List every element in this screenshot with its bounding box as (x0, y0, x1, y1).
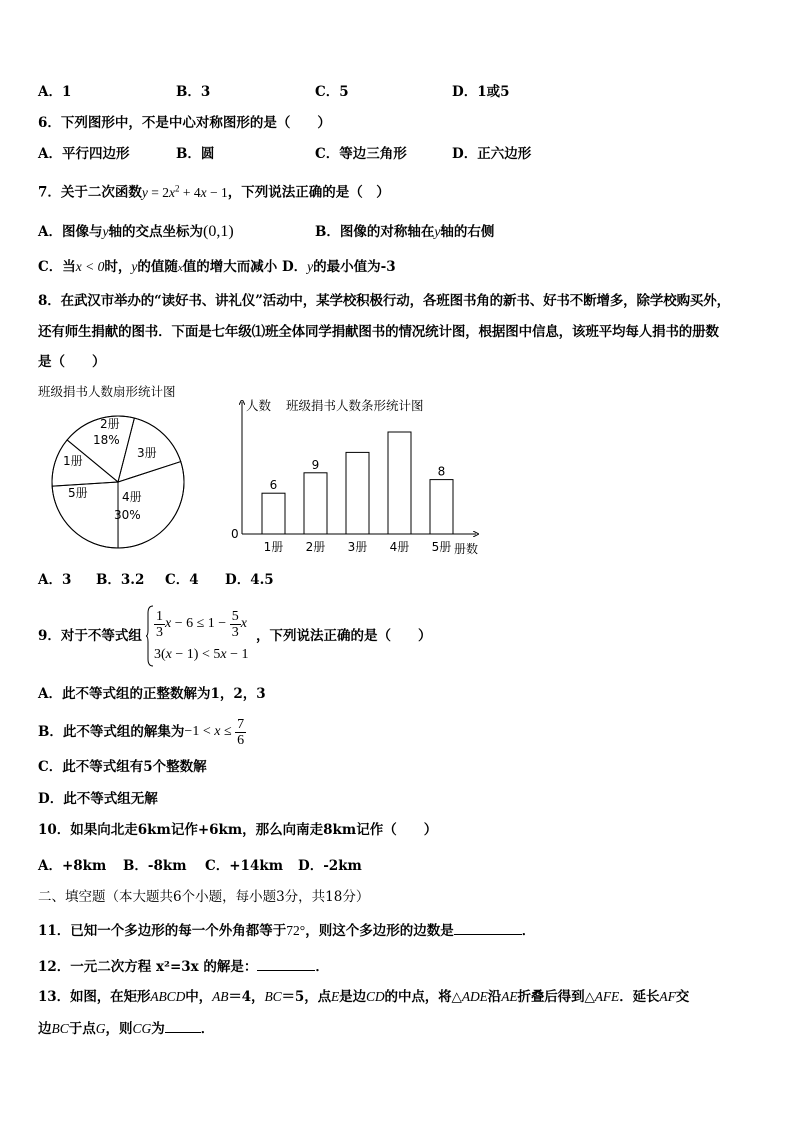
q5-option-d: D．1或5 (452, 84, 510, 100)
q7-option-c-text: C．当 (38, 259, 76, 275)
q13-text-n: 为 (151, 1021, 165, 1037)
q7-option-b-suffix: 轴的右侧 (440, 224, 495, 240)
bar-chart-title: 班级捐书人数条形统计图 (286, 398, 424, 413)
q13-var-afe: △AFE (584, 989, 620, 1004)
pie-label-1: 1册 (63, 454, 83, 468)
pie-chart-title: 班级捐书人数扇形统计图 (38, 384, 176, 399)
q7-option-d-suffix: 的最小值为-3 (313, 259, 396, 275)
q7-option-a-text: A．图像与 (38, 224, 103, 240)
q13-text-m: ，则 (105, 1021, 133, 1037)
q13-line-2 (38, 1018, 214, 1039)
bar-category-label-1: 1册 (263, 540, 284, 554)
q9-inequality-2: 3(x − 1) < 5x − 1 (154, 647, 249, 662)
q13-text-k: 边 (38, 1021, 52, 1037)
q13-text-j: 交 (675, 989, 690, 1005)
bar-3 (346, 452, 369, 534)
q10-option-b: B．-8km (123, 858, 187, 874)
q12-prefix: 12．一元二次方程 x²=3x 的解是： (38, 959, 258, 975)
q13-var-bc-2: BC (51, 1021, 69, 1036)
bar-category-label-3: 3册 (347, 540, 368, 554)
q8-option-a: A．3 (38, 572, 72, 588)
q11-prefix: 11．已知一个多边形的每一个外角都等于 (38, 923, 287, 939)
q7-var-y-b: y (434, 224, 441, 239)
q9-brace (146, 605, 154, 667)
q9-inequality-system (146, 605, 266, 667)
q5-option-a: A．1 (38, 84, 72, 100)
q13-var-abcd: ABCD (150, 989, 186, 1004)
q13-text-g: 沿 (487, 989, 502, 1005)
q13-text-c: ＝4， (228, 989, 265, 1005)
q13-text-f: 的中点，将 (384, 989, 452, 1005)
q13-var-ab: AB (212, 989, 229, 1004)
q13-var-cg: CG (132, 1021, 152, 1036)
q7-option-a (38, 222, 234, 242)
q11-answer-blank[interactable] (454, 920, 522, 935)
q5-option-c: C．5 (315, 84, 349, 100)
q9-inequality-1: $\frac{1}{3}$ x − 6 ≤ 1 − $\frac{5}{3}$ x (156, 608, 247, 640)
q7-option-b (315, 222, 494, 242)
q8-option-d: D．4.5 (225, 572, 274, 588)
q7-stem-suffix: ，下列说法正确的是（ ） (227, 184, 390, 201)
bar-1 (262, 493, 285, 534)
q9-option-b (38, 712, 246, 752)
q7-var-y-d: y (307, 259, 314, 274)
q9-fraction: $\frac{7}{6}$ (237, 716, 245, 748)
q10-option-d: D．-2km (298, 858, 362, 874)
q9-prefix: 9．对于不等式组 (38, 628, 142, 644)
q6-option-c: C．等边三角形 (315, 146, 407, 162)
q13-var-g: G (95, 1021, 106, 1036)
q13-text-l: 于点 (68, 1021, 96, 1037)
q6-option-a: A．平行四边形 (38, 146, 130, 162)
bar-data-label-2: 9 (311, 457, 320, 472)
q11-stem (38, 920, 535, 941)
bar-2 (304, 473, 327, 534)
bar-data-label-5: 8 (437, 464, 446, 479)
q13-var-cd: CD (365, 989, 385, 1004)
q8-line-1: 8．在武汉市举办的“读好书、讲礼仪”活动中，某学校积极行动，各班图书角的新书、好书不断增多，除学校购买外， (38, 293, 730, 309)
bar-category-label-5: 5册 (431, 540, 452, 554)
q13-line-1 (38, 987, 689, 1007)
q7-option-b-text: B．图像的对称轴在 (315, 224, 435, 240)
q7-option-c-mid1: 时， (104, 259, 132, 275)
q7-option-c-mid3: 值的增大而减小 (182, 259, 278, 275)
q7-condition: x < 0 (75, 259, 105, 274)
pie-chart (38, 402, 198, 562)
q13-var-ade: △ADE (451, 989, 488, 1004)
pie-label-2: 2册 (100, 417, 120, 431)
q9-solution-set: −1 < x ≤ (184, 724, 236, 739)
q9-option-d: D．此不等式组无解 (38, 791, 158, 807)
q11-angle: 72° (286, 923, 306, 938)
pie-label-5: 5册 (68, 486, 88, 500)
q9-suffix: ，下列说法正确的是（ ） (256, 628, 432, 644)
q13-text-b: 中， (185, 989, 213, 1005)
bar-data-label-1: 6 (269, 478, 278, 493)
q10-option-a: A．+8km (38, 858, 107, 874)
q7-var-y-c: y (131, 259, 138, 274)
bar-category-label-2: 2册 (305, 540, 326, 554)
q6-option-d: D．正六边形 (452, 146, 532, 162)
pie-label-2-pct: 18% (93, 433, 120, 447)
q7-stem (38, 178, 390, 203)
q13-var-af: AF (659, 989, 676, 1004)
pie-label-4-pct: 30% (114, 508, 141, 522)
q6-option-b: B．圆 (176, 146, 215, 162)
q7-var-y: y (102, 224, 109, 239)
q7-option-a-mid: 轴的交点坐标为 (108, 224, 203, 240)
bar-chart-xlabel: 册数 (454, 542, 479, 556)
q8-line-3: 是（ ） (38, 354, 106, 370)
q7-option-cd (38, 257, 396, 278)
q7-option-c-mid2: 的值随 (137, 259, 178, 275)
q12-answer-blank[interactable] (257, 956, 315, 971)
q11-suffix: ，则这个多边形的边数是 (305, 923, 454, 939)
q13-text-a: 13．如图，在矩形 (38, 989, 151, 1005)
q7-function-formula: $y = 2x^2 + 4x - 1$ (141, 183, 228, 200)
q11-period: ． (521, 923, 536, 939)
q13-text-e: 是边 (339, 989, 366, 1005)
bar-origin-label: 0 (231, 527, 239, 541)
pie-label-4: 4册 (122, 490, 142, 504)
q9-option-b-text: B．此不等式组的解集为 (38, 724, 185, 740)
q13-var-ae: AE (501, 989, 518, 1004)
pie-label-3: 3册 (137, 446, 157, 460)
bar-chart-ylabel: 人数 (246, 398, 272, 413)
q13-period: ． (200, 1021, 215, 1037)
section-2-heading: 二、填空题（本大题共6个小题，每小题3分，共18分） (38, 889, 370, 905)
q10-stem: 10．如果向北走6km记作+6km，那么向南走8km记作（ ） (38, 822, 438, 838)
bar-4 (388, 432, 411, 534)
bar-category-label-4: 4册 (389, 540, 410, 554)
q13-answer-blank[interactable] (165, 1018, 201, 1033)
q9-option-c: C．此不等式组有5个整数解 (38, 759, 207, 775)
q8-option-b: B．3.2 (96, 572, 145, 588)
q7-stem-prefix: 7．关于二次函数 (38, 184, 142, 201)
bar-5 (430, 480, 453, 534)
q6-stem: 6．下列图形中，不是中心对称图形的是（ ） (38, 115, 331, 131)
q7-point: (0,1) (202, 223, 234, 240)
q7-option-d-text: D． (281, 259, 308, 275)
q5-option-b: B．3 (176, 84, 211, 100)
q10-option-c: C．+14km (205, 858, 283, 874)
bar-chart (228, 400, 498, 560)
q13-var-bc: BC (264, 989, 282, 1004)
q13-var-e: E (331, 989, 340, 1004)
q9-option-a: A．此不等式组的正整数解为1，2，3 (38, 686, 266, 702)
q13-text-h: 折叠后得到 (517, 989, 585, 1005)
q13-text-d: ＝5，点 (281, 989, 332, 1005)
q7-var-x-c: x (177, 262, 183, 274)
q12-stem (38, 956, 329, 977)
q12-period: ． (315, 959, 329, 975)
q8-line-2: 还有师生捐献的图书．下面是七年级⑴班全体同学捐献图书的情况统计图，根据图中信息，该班平均每人捐书的册数 (38, 324, 719, 340)
q8-option-c: C．4 (165, 572, 199, 588)
pie-slice-2 (118, 462, 184, 548)
q13-text-i: ．延长 (619, 989, 660, 1005)
